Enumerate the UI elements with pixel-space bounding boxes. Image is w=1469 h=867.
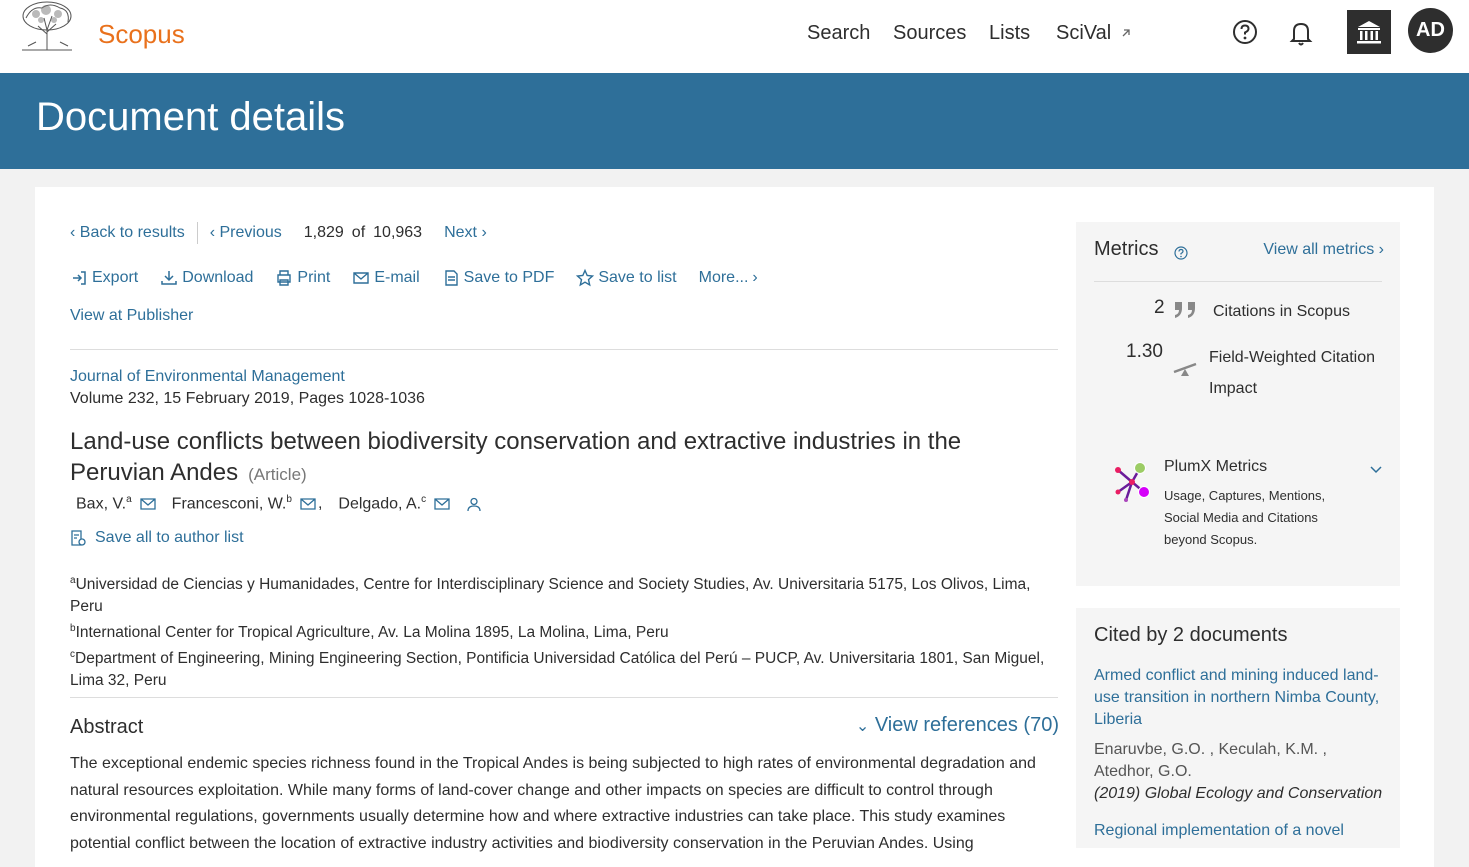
save-all-authors-label: Save all to author list (95, 529, 244, 546)
volume-info: Volume 232, 15 February 2019, Pages 1028-1036 (70, 390, 425, 407)
author-name: Bax, V. (76, 495, 127, 513)
affiliation-text: International Center for Tropical Agriculture, Av. La Molina 1895, La Molina, Lima, Peru (75, 624, 669, 642)
save-all-authors[interactable] (70, 529, 244, 547)
author-affil-sup: c (421, 494, 427, 505)
email-button[interactable] (352, 269, 419, 287)
chevron-left-icon: ‹ (70, 224, 76, 241)
author-list (76, 494, 498, 513)
quote-icon (1172, 300, 1200, 322)
result-position: 1,829 (303, 224, 344, 241)
person-icon[interactable] (466, 497, 482, 511)
printer-icon (275, 269, 293, 287)
citations-label: Citations in Scopus (1213, 303, 1350, 320)
fwci-value: 1.30 (1126, 341, 1163, 362)
cited-document-authors: Enaruvbe, G.O. , Keculah, K.M. , Atedhor, G.O. (1094, 741, 1327, 780)
author-list-icon (70, 529, 86, 547)
institution-button[interactable] (1347, 10, 1391, 54)
chevron-right-icon: › (481, 224, 487, 241)
result-of: of (351, 224, 366, 241)
page-title: Document details (36, 95, 346, 139)
affiliation-item (70, 570, 1050, 618)
scopus-brand[interactable]: Scopus (98, 19, 185, 49)
author-link[interactable] (172, 494, 292, 513)
save-pdf-button[interactable] (442, 269, 555, 287)
download-icon (160, 269, 178, 287)
fwci-label: Field-Weighted Citation Impact (1209, 349, 1376, 397)
print-label: Print (297, 269, 331, 286)
chevron-left-icon: ‹ (209, 224, 216, 241)
previous-link[interactable] (210, 224, 282, 242)
external-link-icon (1120, 27, 1132, 39)
envelope-icon[interactable] (140, 497, 156, 511)
affiliation-sup: b (70, 623, 76, 635)
view-all-metrics-link[interactable] (1263, 241, 1384, 259)
help-button[interactable] (1232, 19, 1258, 45)
back-to-results-link[interactable] (70, 224, 185, 242)
more-button[interactable] (699, 269, 758, 287)
help-icon[interactable] (1174, 246, 1188, 260)
journal-link[interactable]: Journal of Environmental Management (70, 368, 345, 385)
pdf-icon (442, 269, 460, 287)
chevron-down-icon[interactable] (1369, 465, 1383, 475)
save-pdf-label: Save to PDF (463, 269, 555, 286)
affiliation-sup: c (70, 649, 75, 661)
help-icon (1232, 19, 1258, 45)
download-label: Download (182, 269, 254, 286)
cited-by-panel (1076, 608, 1400, 848)
affiliation-item (70, 618, 1050, 644)
view-references-link[interactable] (856, 714, 1059, 737)
plumx-title[interactable]: PlumX Metrics (1164, 458, 1268, 475)
bell-icon (1289, 19, 1313, 47)
abstract-text: The exceptional endemic species richness found in the Tropical Andes is being subjected to high rates of environmental degradation and natural resources exploitation. While many forms of land-cover change and other impacts on species are difficult to control through environmental regulations, governments usually determine how and where extractive industries can take place. This study examines potential conflict between the location of extractive industry activities and biodiversity conservation in the Peruvian Andes. Using (70, 755, 1036, 852)
elsevier-tree-logo[interactable] (16, 0, 78, 52)
document-actions (70, 269, 758, 287)
more-label: More... (698, 269, 749, 286)
export-button[interactable] (70, 269, 138, 287)
download-button[interactable] (160, 269, 253, 287)
chevron-right-icon: › (752, 269, 758, 286)
nav-scival-label: SciVal (1056, 22, 1112, 44)
save-list-label: Save to list (598, 269, 677, 286)
cited-by-heading: Cited by 2 documents (1094, 624, 1288, 646)
nav-scival[interactable] (1056, 22, 1132, 45)
export-icon (70, 269, 88, 287)
email-label: E-mail (374, 269, 420, 286)
citations-count: 2 (1154, 297, 1165, 318)
view-all-metrics-label: View all metrics (1263, 241, 1375, 258)
affiliations (70, 570, 1050, 692)
abstract-heading: Abstract (70, 716, 144, 738)
affiliation-text: Universidad de Ciencias y Humanidades, Centre for Interdisciplinary Science and Society Studies, Av. Universitaria 5175, Los Olivos, Lima, Peru (70, 576, 1031, 616)
user-avatar[interactable]: AD (1408, 8, 1453, 53)
view-at-publisher-link[interactable]: View at Publisher (70, 307, 194, 324)
author-link[interactable] (76, 494, 132, 513)
next-label: Next (444, 224, 477, 241)
metrics-heading: Metrics (1094, 238, 1159, 260)
star-icon (576, 269, 594, 287)
cited-document-source: (2019) Global Ecology and Conservation (1094, 785, 1383, 802)
envelope-icon[interactable] (300, 497, 316, 511)
print-button[interactable] (275, 269, 330, 287)
result-total: 10,963 (373, 224, 423, 241)
affiliation-text: Department of Engineering, Mining Engineering Section, Pontificia Universidad Católica del Perú – PUCP, Av. Universitaria 1801, San Miguel, Lima 32, Peru (70, 650, 1045, 690)
save-list-button[interactable] (576, 269, 676, 287)
plumx-description: Usage, Captures, Mentions, Social Media and Citations beyond Scopus. (1164, 488, 1326, 547)
nav-search[interactable]: Search (807, 22, 871, 44)
author-name: Francesconi, W. (171, 495, 287, 513)
results-navigation (70, 222, 487, 244)
page-banner (0, 73, 1469, 169)
nav-separator (197, 222, 198, 244)
author-affil-sup: a (126, 494, 132, 505)
top-navigation-bar (0, 0, 1469, 73)
nav-sources[interactable]: Sources (893, 22, 967, 44)
affiliation-sup: a (70, 575, 76, 586)
seesaw-icon (1172, 360, 1200, 378)
affiliation-divider (70, 697, 1058, 698)
envelope-icon (352, 269, 370, 287)
document-title-text: Land-use conflicts between biodiversity conservation and extractive industries in the Peruvian Andes (70, 428, 962, 486)
cited-document-title[interactable]: Regional implementation of a novel (1094, 822, 1344, 839)
author-link[interactable] (338, 494, 426, 513)
chevron-right-icon: › (1378, 241, 1384, 258)
export-label: Export (92, 269, 139, 286)
metrics-divider (1094, 281, 1382, 282)
plumx-logo-icon (1112, 460, 1154, 502)
header-divider (70, 349, 1058, 350)
back-to-results-label: Back to results (79, 224, 185, 241)
affiliation-item (70, 644, 1050, 692)
document-type: (Article) (248, 465, 307, 484)
cited-document-title[interactable]: Armed conflict and mining induced land-use transition in northern Nimba County, Liberia (1094, 667, 1380, 728)
notifications-button[interactable] (1288, 19, 1314, 47)
institution-icon (1347, 10, 1391, 54)
author-separator: , (317, 494, 323, 512)
chevron-down-icon: ⌄ (855, 718, 870, 735)
metrics-panel (1076, 222, 1400, 586)
author-name: Delgado, A. (338, 495, 422, 513)
author-affil-sup: b (286, 494, 292, 505)
previous-label: Previous (219, 224, 282, 241)
nav-lists[interactable]: Lists (989, 22, 1031, 44)
document-title (70, 426, 1030, 490)
next-link[interactable] (444, 224, 487, 242)
envelope-icon[interactable] (434, 497, 450, 511)
view-references-label: View references (70) (874, 714, 1059, 736)
